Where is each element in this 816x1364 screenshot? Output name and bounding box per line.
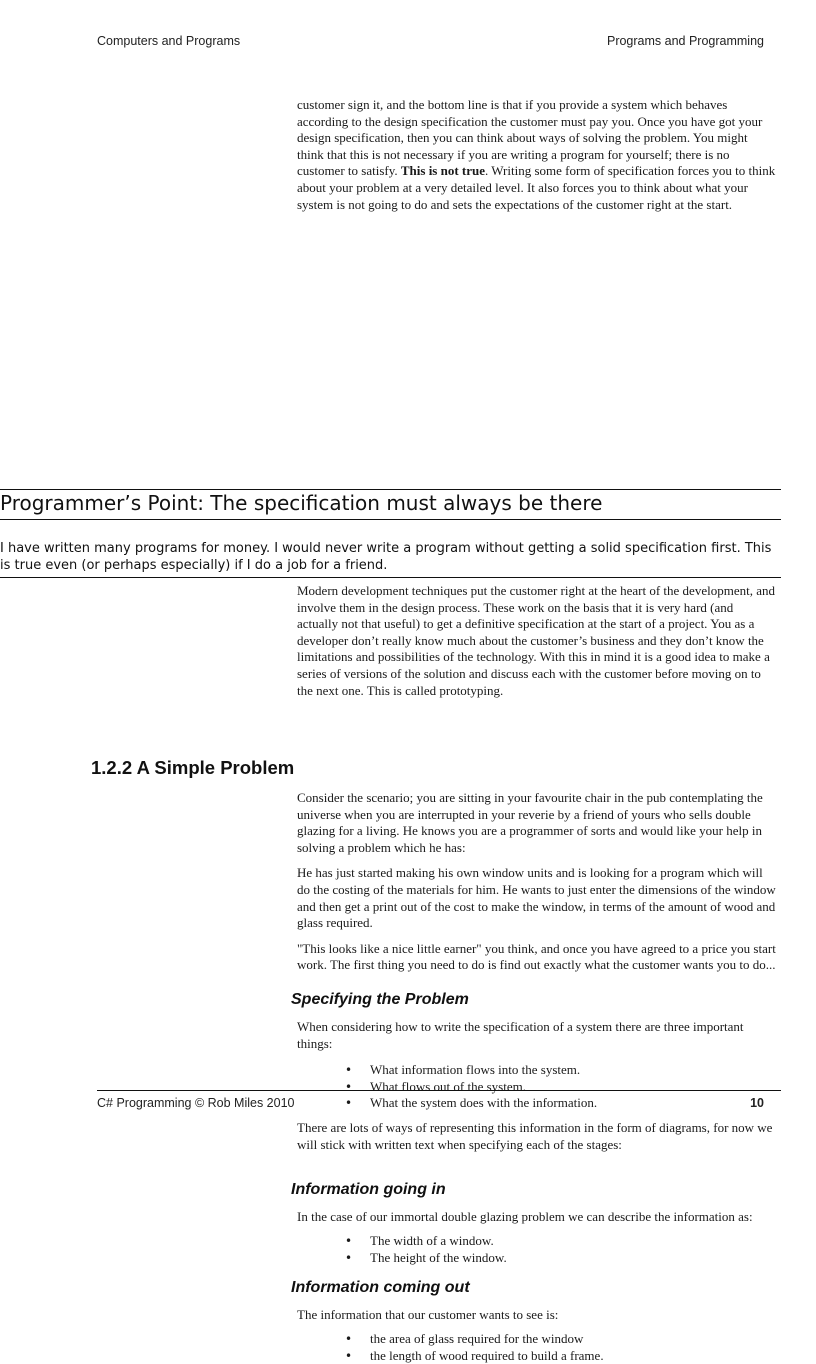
specifying-intro: When considering how to write the specification of a system there are three important things:	[297, 1019, 744, 1051]
intro-text-after: . Writing some form of specification forces you to think about your problem at a very detailed level. It also forces you to think about what your system is not going to do and sets the expectations of the customer right at the start.	[297, 163, 776, 212]
info-out-intro: The information that our customer wants to see is:	[297, 1307, 559, 1322]
bullet-item: • What flows out of the system.	[345, 1079, 597, 1096]
info-in-intro-block	[297, 1209, 777, 1235]
info-in-heading: Information going in	[291, 1181, 446, 1198]
bullet-item: • The height of the window.	[345, 1250, 507, 1267]
modern-paragraph: Modern development techniques put the customer right at the heart of the development, and involve them in the design process. These work on the basis that it is very hard (and actually not that useful) to get a definitive specification at the start of a project. You as a developer don’t really know much about the customer’s business and they don’t know the limitations and possibilities of the technology. With this in mind it is a good idea to make a series of versions of the solution and discuss each with the customer before moving on to the next one. This is called prototyping.	[297, 583, 775, 698]
info-out-heading: Information coming out	[291, 1279, 470, 1296]
intro-bold-statement: This is not true	[400, 163, 486, 179]
bullet-item: • the area of glass required for the window	[345, 1331, 604, 1348]
section-heading: 1.2.2 A Simple Problem	[91, 757, 295, 778]
running-header-left: Computers and Programs	[97, 34, 241, 48]
programmers-point-bottom-rule	[0, 577, 781, 578]
modern-block	[297, 583, 777, 708]
bullet-item: • the length of wood required to build a frame.	[345, 1348, 604, 1364]
section-body	[297, 790, 777, 983]
bullet-item: • What information flows into the system.	[345, 1062, 597, 1079]
programmers-point-title-rule	[0, 519, 781, 520]
section-paragraph: He has just started making his own window units and is looking for a program which will do the costing of the materials for him. He wants to just enter the dimensions of the window and then get a print out of the cost to make the window, in terms of the amount of wood and glass required.	[297, 865, 776, 931]
intro-paragraph	[297, 97, 777, 213]
intro-block	[297, 97, 777, 222]
programmers-point-text: I have written many programs for money. I would never write a program without getting a solid specification first. This is true even (or perhaps especially) if I do a job for a friend.	[0, 541, 772, 573]
running-header-right: Programs and Programming	[606, 34, 764, 48]
programmers-point-top-rule	[0, 489, 781, 490]
specifying-bullet-list	[345, 1062, 597, 1112]
info-out-intro-block	[297, 1307, 777, 1333]
bullet-item: • The width of a window.	[345, 1233, 507, 1250]
footer-copyright: C# Programming © Rob Miles 2010	[97, 1096, 295, 1110]
info-in-intro: In the case of our immortal double glazing problem we can describe the information as:	[297, 1209, 753, 1224]
section-paragraph: "This looks like a nice little earner" you think, and once you have agreed to a price you start work. The first thing you need to do is find out exactly what the customer wants you to do...	[297, 940, 776, 973]
specifying-heading: Specifying the Problem	[291, 991, 469, 1008]
page-number: 10	[750, 1096, 764, 1110]
intro-text-before: customer sign it, and the bottom line is that if you provide a system which behaves according to the design specification the customer must pay you. Once you have got your design specification, then you can think about ways of solving the problem. You might think that this is not necessary if you are writing a program for yourself; there is no customer to satisfy.	[297, 97, 763, 179]
specifying-intro-block	[297, 1019, 777, 1061]
info-in-bullet-list	[345, 1233, 507, 1266]
section-paragraph: Consider the scenario; you are sitting in your favourite chair in the pub contemplating the universe when you are interrupted in your reverie by a friend of yours who sells double glazing for a living. He knows you are a programmer of sorts and would like your help in solving a problem which he has:	[297, 790, 763, 855]
specifying-after-block	[297, 1120, 777, 1162]
footer-rule	[97, 1090, 781, 1091]
bullet-item: • What the system does with the information.	[345, 1095, 597, 1112]
programmers-point-title: Programmer’s Point: The specification must always be there	[0, 491, 603, 515]
specifying-after: There are lots of ways of representing this information in the form of diagrams, for now we will stick with written text when specifying each of the stages:	[297, 1120, 773, 1152]
info-out-bullet-list	[345, 1331, 604, 1364]
